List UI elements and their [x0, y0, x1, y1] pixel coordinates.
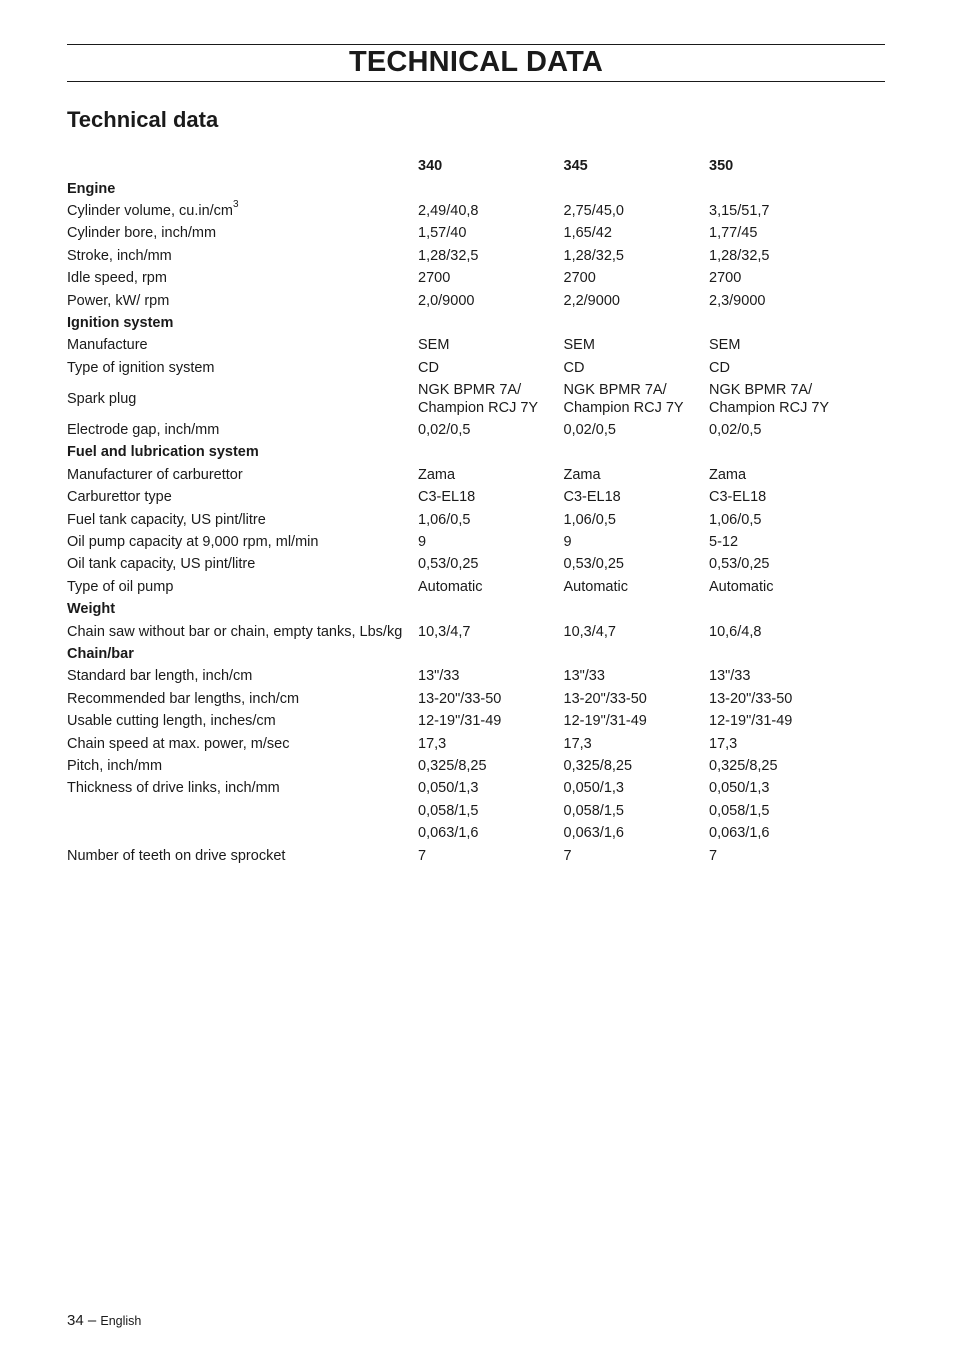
cell-350: 7: [709, 847, 718, 864]
cell-350: 0,325/8,25: [709, 757, 778, 774]
table-row: [67, 357, 885, 379]
cell-340: 0,050/1,3: [418, 780, 479, 797]
cell-345: 12-19"/31-49: [563, 713, 647, 730]
row-label: Pitch, inch/mm: [67, 757, 163, 774]
cell-340: 2,49/40,8: [418, 202, 479, 219]
model-345-header: 345: [563, 158, 588, 175]
table-row: [67, 576, 885, 598]
cell-345: 7: [563, 847, 572, 864]
cell-340: 10,3/4,7: [418, 623, 471, 640]
model-350-header: 350: [709, 158, 734, 175]
cell-350: SEM: [709, 337, 741, 354]
table-row: [67, 334, 885, 356]
row-label: Idle speed, rpm: [67, 270, 167, 287]
superscript: 3: [233, 199, 239, 211]
cell-345: 9: [563, 534, 572, 551]
cell-345: 0,02/0,5: [563, 422, 616, 439]
row-label: Stroke, inch/mm: [67, 247, 172, 264]
cell-345: 17,3: [563, 735, 592, 752]
cell-340: 0,058/1,5: [418, 802, 479, 819]
cell-345: 0,058/1,5: [563, 802, 624, 819]
cell-350: 0,063/1,6: [709, 825, 770, 842]
cell-345: SEM: [563, 337, 595, 354]
category-heading: Engine: [67, 180, 116, 197]
cell-350: 1,28/32,5: [709, 247, 770, 264]
table-row: [67, 464, 885, 486]
category-row-weight: [67, 598, 885, 620]
cell-345: 0,325/8,25: [563, 757, 633, 774]
cell-345: 0,53/0,25: [563, 556, 624, 573]
table-row: [67, 844, 885, 866]
cell-340: 1,57/40: [418, 225, 467, 242]
cell-350: 12-19"/31-49: [709, 713, 793, 730]
table-row: [67, 531, 885, 553]
cell-350: 5-12: [709, 534, 739, 551]
category-heading: Weight: [67, 601, 116, 618]
cell-350: NGK BPMR 7A/ Champion RCJ 7Y: [709, 381, 830, 416]
cell-345: 2,75/45,0: [563, 202, 624, 219]
row-label: Spark plug: [67, 390, 137, 407]
cell-345: Zama: [563, 466, 601, 483]
cell-350: 0,02/0,5: [709, 422, 762, 439]
cell-350: 0,050/1,3: [709, 780, 770, 797]
row-label: Manufacturer of carburettor: [67, 466, 243, 483]
category-row-engine: [67, 177, 885, 199]
spec-table: [67, 155, 885, 867]
cell-340: 0,063/1,6: [418, 825, 479, 842]
cell-350: 2,3/9000: [709, 292, 766, 309]
row-label: Carburettor type: [67, 489, 172, 506]
table-row: [67, 379, 885, 419]
cell-340: 12-19"/31-49: [418, 713, 502, 730]
title-rule-bottom: [67, 81, 885, 82]
table-row: [67, 822, 885, 844]
cell-345: Automatic: [563, 578, 628, 595]
section-title: Technical data: [67, 107, 219, 132]
row-label: Recommended bar lengths, inch/cm: [67, 690, 300, 707]
table-row: [67, 486, 885, 508]
cell-350: 2700: [709, 270, 742, 287]
category-heading: Chain/bar: [67, 646, 134, 662]
row-label: Power, kW/ rpm: [67, 292, 170, 309]
cell-350: 0,058/1,5: [709, 802, 770, 819]
table-row: [67, 553, 885, 575]
row-label: Type of oil pump: [67, 578, 174, 595]
cell-340: 13"/33: [418, 668, 460, 685]
cell-345: 10,3/4,7: [563, 623, 616, 640]
cell-340: NGK BPMR 7A/ Champion RCJ 7Y: [418, 381, 539, 416]
cell-350: 13"/33: [709, 668, 751, 685]
table-row: [67, 508, 885, 530]
cell-340: 17,3: [418, 735, 447, 752]
row-label: Usable cutting length, inches/cm: [67, 713, 276, 730]
row-label: Fuel tank capacity, US pint/litre: [67, 511, 266, 528]
row-label: Cylinder volume, $cu.in/cm^3$: [67, 199, 239, 219]
cell-350: 17,3: [709, 735, 738, 752]
table-row: [67, 245, 885, 267]
cell-350: 1,77/45: [709, 225, 758, 242]
table-row: [67, 710, 885, 732]
row-label: Standard bar length, inch/cm: [67, 668, 253, 685]
cell-340: 1,28/32,5: [418, 247, 479, 264]
row-label: Chain saw without bar or chain, empty tanks, Lbs/kg: [67, 623, 403, 640]
cell-345: 13-20"/33-50: [563, 690, 647, 707]
page-number: 34 –: [67, 1312, 97, 1329]
row-label: Manufacture: [67, 337, 148, 354]
cell-340: Automatic: [418, 578, 483, 595]
cell-345: C3-EL18: [563, 489, 621, 506]
page-title: TECHNICAL DATA: [348, 46, 604, 78]
category-row-chain: [67, 643, 885, 665]
table-row: [67, 267, 885, 289]
cell-340: C3-EL18: [418, 489, 476, 506]
table-row: [67, 419, 885, 441]
table-header-row: [67, 155, 885, 177]
cell-340: 13-20"/33-50: [418, 690, 502, 707]
table-row: [67, 688, 885, 710]
cell-340: 1,06/0,5: [418, 511, 471, 528]
cell-345: 2700: [563, 270, 596, 287]
row-label: Thickness of drive links, inch/mm: [67, 780, 280, 797]
cell-350: 1,06/0,5: [709, 511, 762, 528]
category-heading: Fuel and lubrication system: [67, 444, 259, 461]
table-row: [67, 289, 885, 311]
cell-345: CD: [563, 359, 585, 376]
cell-340: Zama: [418, 466, 456, 483]
cell-345: 2,2/9000: [563, 292, 620, 309]
cell-345: 1,06/0,5: [563, 511, 616, 528]
cell-345: 13"/33: [563, 668, 605, 685]
cell-340: 0,02/0,5: [418, 422, 471, 439]
table-row: [67, 755, 885, 777]
table-row: [67, 777, 885, 799]
table-row: [67, 200, 885, 222]
cell-340: 9: [418, 534, 427, 551]
cell-340: 7: [418, 847, 427, 864]
cell-345: 0,050/1,3: [563, 780, 624, 797]
cell-350: C3-EL18: [709, 489, 767, 506]
category-heading: Ignition system: [67, 314, 174, 331]
cell-340: 2,0/9000: [418, 292, 475, 309]
cell-345: 0,063/1,6: [563, 825, 624, 842]
footer-language: English: [100, 1314, 142, 1328]
row-label: Electrode gap, inch/mm: [67, 422, 220, 439]
row-label: Type of ignition system: [67, 359, 215, 376]
cell-350: 10,6/4,8: [709, 623, 762, 640]
cell-340: CD: [418, 359, 439, 376]
cell-350: Zama: [709, 466, 747, 483]
cell-350: 13-20"/33-50: [709, 690, 793, 707]
row-label: Oil tank capacity, US pint/litre: [67, 556, 256, 573]
cell-345: 1,28/32,5: [563, 247, 624, 264]
row-label: Oil pump capacity at 9,000 rpm, ml/min: [67, 534, 319, 551]
table-row: [67, 665, 885, 687]
cell-350: Automatic: [709, 578, 774, 595]
cell-340: 0,325/8,25: [418, 757, 487, 774]
table-row: [67, 800, 885, 822]
cell-350: 3,15/51,7: [709, 202, 770, 219]
cell-350: 0,53/0,25: [709, 556, 770, 573]
category-row-ignition: [67, 312, 885, 334]
table-row: [67, 732, 885, 754]
cell-350: CD: [709, 359, 730, 376]
cell-340: 2700: [418, 270, 451, 287]
row-label: Number of teeth on drive sprocket: [67, 847, 286, 864]
cell-345: NGK BPMR 7A/ Champion RCJ 7Y: [563, 381, 684, 416]
model-340-header: 340: [418, 158, 443, 175]
category-row-fuel: [67, 441, 885, 463]
cell-340: SEM: [418, 337, 450, 354]
row-label: Chain speed at max. power, m/sec: [67, 735, 290, 752]
row-label: Cylinder bore, inch/mm: [67, 225, 217, 242]
cell-340: 0,53/0,25: [418, 556, 479, 573]
table-row: [67, 620, 885, 642]
cell-345: 1,65/42: [563, 225, 612, 242]
page-footer: [67, 1311, 141, 1331]
table-row: [67, 222, 885, 244]
